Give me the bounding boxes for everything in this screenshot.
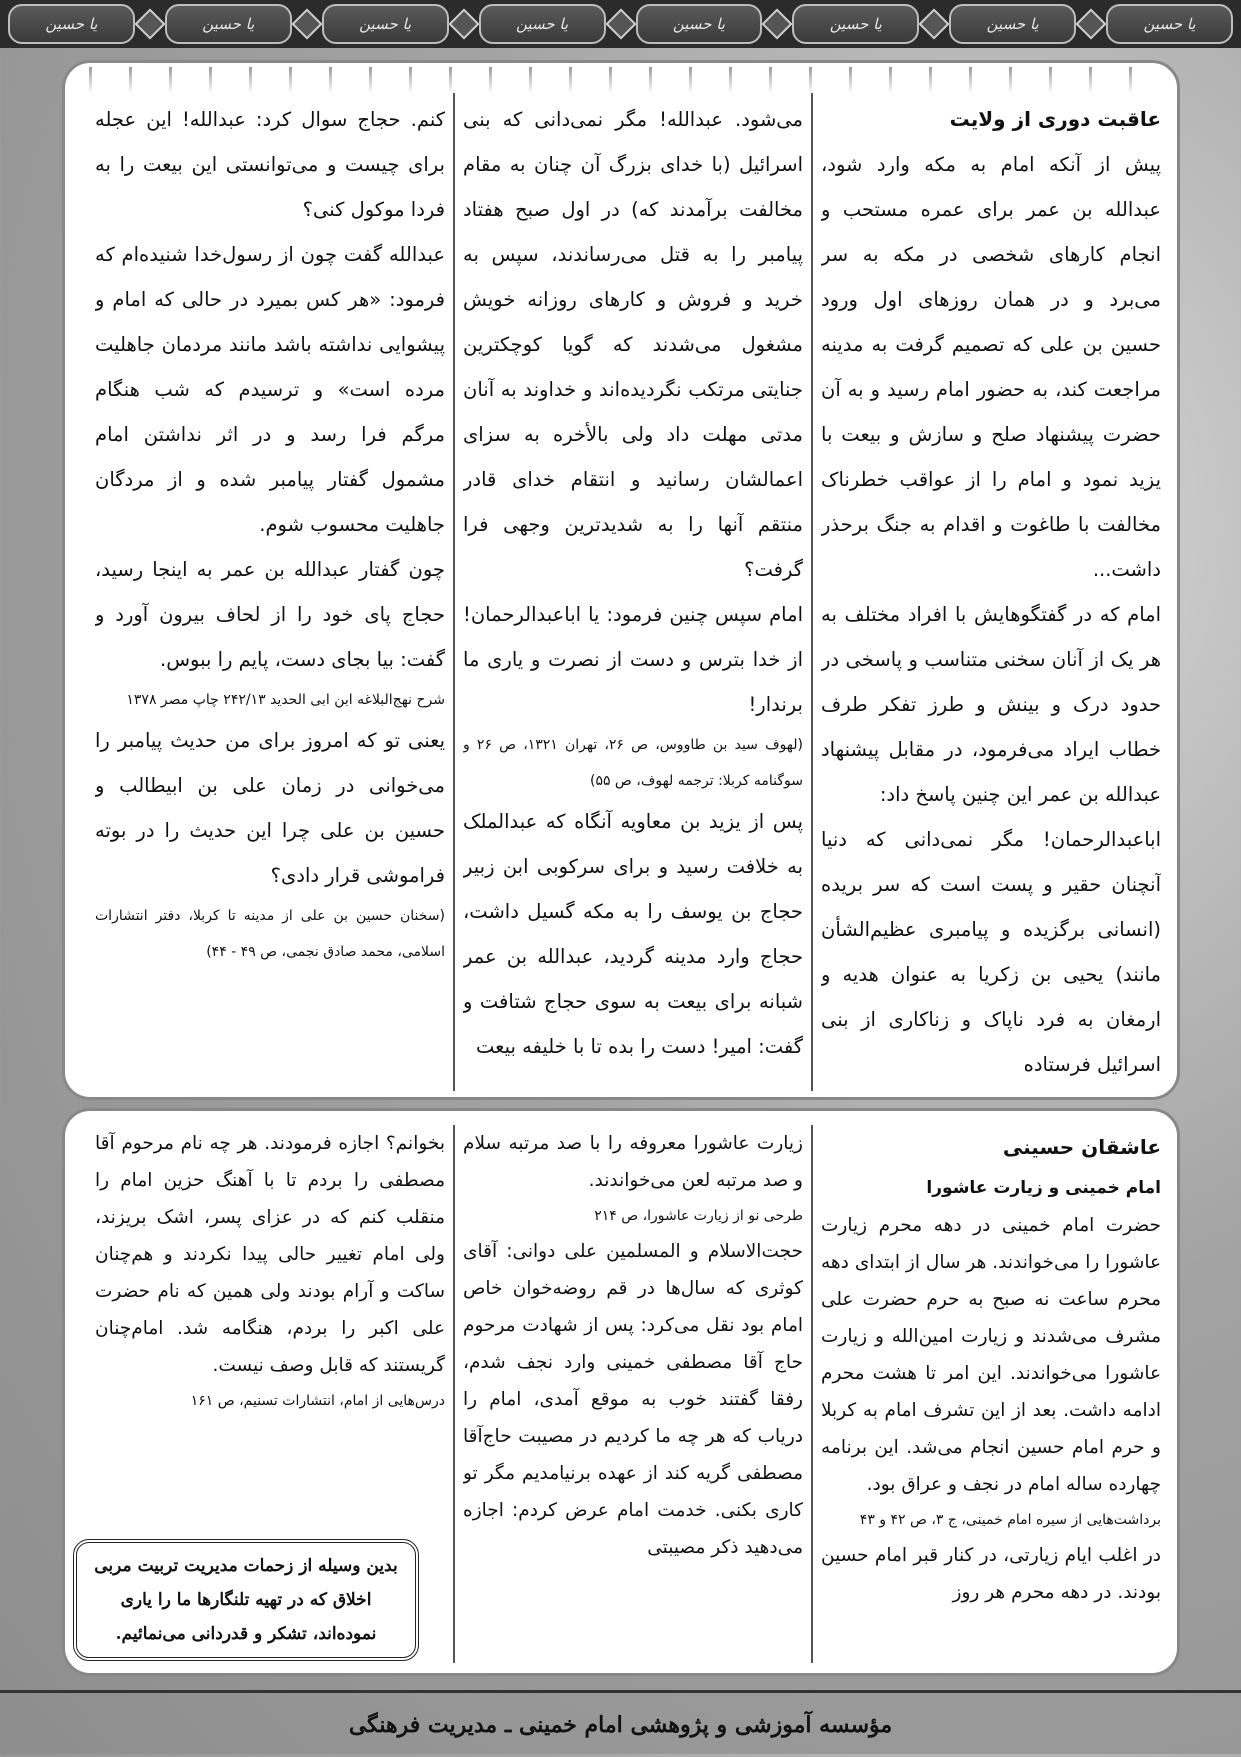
paragraph: امام که در گفتگوهایش با افراد مختلف به هر یک از آنان سخنی متناسب و پاسخی در حدود درک و بینش و طرز تفکر طرف خطاب ایراد می‌فرمود، در مقابل پیشنهاد عبدالله بن عمر این چنین پاسخ داد: [821,603,1161,806]
paragraph: حضرت امام خمینی در دهه محرم زیارت عاشورا را می‌خواندند. هر سال از ابتدای دهه محرم ساعت نه صبح به حرم حضرت علی مشرف می‌شدند و زیارت امین‌الله و زیارت عاشورا می‌خواندند. این امر تا هشت محرم ادامه داشت. بعد از این تشرف امام به کربلا و حرم امام حسین انجام می‌شد. این برنامه چهارده ساله امام در نجف و عراق بود. [821,1215,1161,1495]
column-divider [453,93,455,1091]
footer [0,1690,1241,1757]
diamond-ornament-icon [1076,8,1107,39]
header-ornament-band [0,0,1241,48]
header-tile: یا حسین [165,4,292,44]
citation: برداشت‌هایی از سیره امام خمینی، ج ۳، ص ۴۲ و ۴۳ [859,1512,1161,1528]
paragraph: می‌شود. عبدالله! مگر نمی‌دانی که بنی اسرائیل (با خدای بزرگ آن چنان به مقام مخالفت برآمدند که) در اول صبح هفتاد پیامبر را به قتل می‌رساندند، سپس به خرید و فروش و کارهای روزانه خویش مشغول می‌شدند که گویا کوچکترین جنایتی مرتکب نگردیده‌اند و خداوند به آنان مدتی مهلت داد ولی بالأخره به سزای اعمالشان رسانید و انتقام خدای قادر منتقم آنها را به شدیدترین وجهی فرا گرفت؟ [463,108,803,581]
paragraph: کنم. حجاج سوال کرد: عبدالله! این عجله برای چیست و می‌توانستی این بیعت را به فردا موکول کنی؟ [95,108,445,221]
paragraph: زیارت عاشورا معروفه را با صد مرتبه سلام و صد مرتبه لعن می‌خواندند. [463,1133,803,1191]
paragraph: حجت‌الاسلام و المسلمین علی دوانی: آقای کوثری که سال‌ها در قم روضه‌خوان خاص امام بود نقل می‌کرد: پس از شهادت مرحوم حاج آقا مصطفی خمینی وارد نجف شدم، رفقا گفتند خوب به موقع آمدی، امام را دریاب که هر چه ما کردیم در مصیبت حاج‌آقا مصطفی گریه کند از عهده برنیامدیم مگر تو کاری بکنی. خدمت امام عرض کردم: اجازه می‌دهید ذکر مصیبتی [463,1241,803,1558]
acknowledgement-box: بدین وسیله از زحمات مدیریت تربیت مربی اخلاق که در تهیه تلنگارها ما را یاری نموده‌اند، تشکر و قدردانی می‌نمائیم. [73,1539,419,1661]
header-tile: یا حسین [949,4,1076,44]
header-tile: یا حسین [479,4,606,44]
header-tile: یا حسین [636,4,763,44]
paragraph: یعنی تو که امروز برای من حدیث پیامبر را می‌خوانی در زمان علی بن ابیطالب و حسین بن علی چرا این حدیث را در بوته فراموشی قرار دادی؟ [95,729,445,887]
paragraph: اباعبدالرحمان! مگر نمی‌دانی که دنیا آنچنان حقیر و پست است که سر بریده (انسانی برگزیده و پیامبری عظیم‌الشأن مانند) یحیی بن زکریا به عنوان هدیه و ارمغان به فرد ناپاک و زناکاری از بنی اسرائیل فرستاده [821,828,1161,1076]
article1-title: عاقبت دوری از ولایت [949,107,1161,131]
diamond-ornament-icon [919,8,950,39]
paragraph: بخوانم؟ اجازه فرمودند. هر چه نام مرحوم آقا مصطفی را بردم تا با آهنگ حزین امام را منقلب کنم که در عزای پسر، اشک بریزند، ولی امام تغییر حالی پیدا نکردند و هم‌چنان ساکت و آرام بودند ولی همین که نام حضرت علی اکبر را بردم، هنگامه شد. امام‌چنان گریستند که قابل وصف نیست. [95,1133,445,1376]
diamond-ornament-icon [134,8,165,39]
paragraph: پیش از آنکه امام به مکه وارد شود، عبدالله بن عمر برای عمره مستحب و انجام کارهای شخصی در مکه به سر می‌برد و در همان روزهای اول ورود حسین بن علی که تصمیم گرفت به مدینه مراجعت کند، به حضور امام رسید و به آن حضرت پیشنهاد صلح و سازش و بیعت با یزید نمود و امام را از عواقب خطرناک مخالفت با طاغوت و اقدام به جنگ برحذر داشت... [821,153,1161,581]
article-panel-top [62,60,1180,1100]
paragraph: عبدالله گفت چون از رسول‌خدا شنیده‌ام که فرمود: «هر کس بمیرد در حالی که امام و پیشوایی نداشته باشد مانند مردمان جاهلیت مرده است» و ترسیدم که شب هنگام مرگم فرا رسد و در اثر نداشتن امام مشمول گفتار پیامبر شده و از مردگان جاهلیت محسوب شوم. [95,243,445,536]
article2-subtitle: امام خمینی و زیارت عاشورا [926,1178,1161,1198]
citation: (لهوف سید بن طاووس، ص ۲۶، تهران ۱۳۲۱، ص ۲۶ و سوگنامه کربلا: ترجمه لهوف، ص ۵۵) [463,737,803,789]
citation: شرح نهج‌البلاغه ابن ابی الحدید ۲۴۲/۱۳ چاپ مصر ۱۳۷۸ [126,692,445,708]
header-tile: یا حسین [322,4,449,44]
paragraph: چون گفتار عبدالله بن عمر به اینجا رسید، حجاج پای خود را از لحاف بیرون آورد و گفت: بیا بجای دست، پایم را ببوس. [95,558,445,671]
article1-column-3 [95,97,445,1097]
article2-column-2 [463,1125,803,1673]
diamond-ornament-icon [448,8,479,39]
article1-column-1 [821,97,1161,1097]
footer-institute-name: مؤسسه آموزشی و پژوهشی امام خمینی ـ مدیریت فرهنگی [348,1712,893,1738]
paragraph: در اغلب ایام زیارتی، در کنار قبر امام حسین بودند. در دهه محرم هر روز [821,1545,1161,1603]
column-divider [811,93,813,1091]
fringe-ornament [89,67,1153,93]
paragraph: پس از یزید بن معاویه آنگاه که عبدالملک به خلافت رسید و برای سرکوبی ابن زبیر حجاج بن یوسف را به مکه گسیل داشت، حجاج وارد مدینه گردید، عبدالله بن عمر شبانه برای بیعت به سوی حجاج شتافت و گفت: امیر! دست را بده تا با خلیفه بیعت [463,810,803,1058]
column-divider [453,1125,455,1663]
citation: (سخنان حسین بن علی از مدینه تا کربلا، دفتر انتشارات اسلامی، محمد صادق نجمی، ص ۴۹ - ۴۴) [95,908,445,960]
article2-title: عاشقان حسینی [1002,1135,1161,1159]
article1-column-2 [463,97,803,1097]
column-divider [811,1125,813,1663]
diamond-ornament-icon [762,8,793,39]
citation: درس‌هایی از امام، انتشارات تسنیم، ص ۱۶۱ [190,1393,445,1409]
diamond-ornament-icon [291,8,322,39]
article-panel-bottom [62,1108,1180,1676]
citation: طرحی نو از زیارت عاشورا، ص ۲۱۴ [594,1208,803,1224]
header-tile: یا حسین [1106,4,1233,44]
diamond-ornament-icon [605,8,636,39]
header-tile: یا حسین [792,4,919,44]
paragraph: امام سپس چنین فرمود: یا اباعبدالرحمان! از خدا بترس و دست از نصرت و یاری ما برندار! [463,603,803,716]
header-tile: یا حسین [8,4,135,44]
article2-column-1 [821,1125,1161,1673]
